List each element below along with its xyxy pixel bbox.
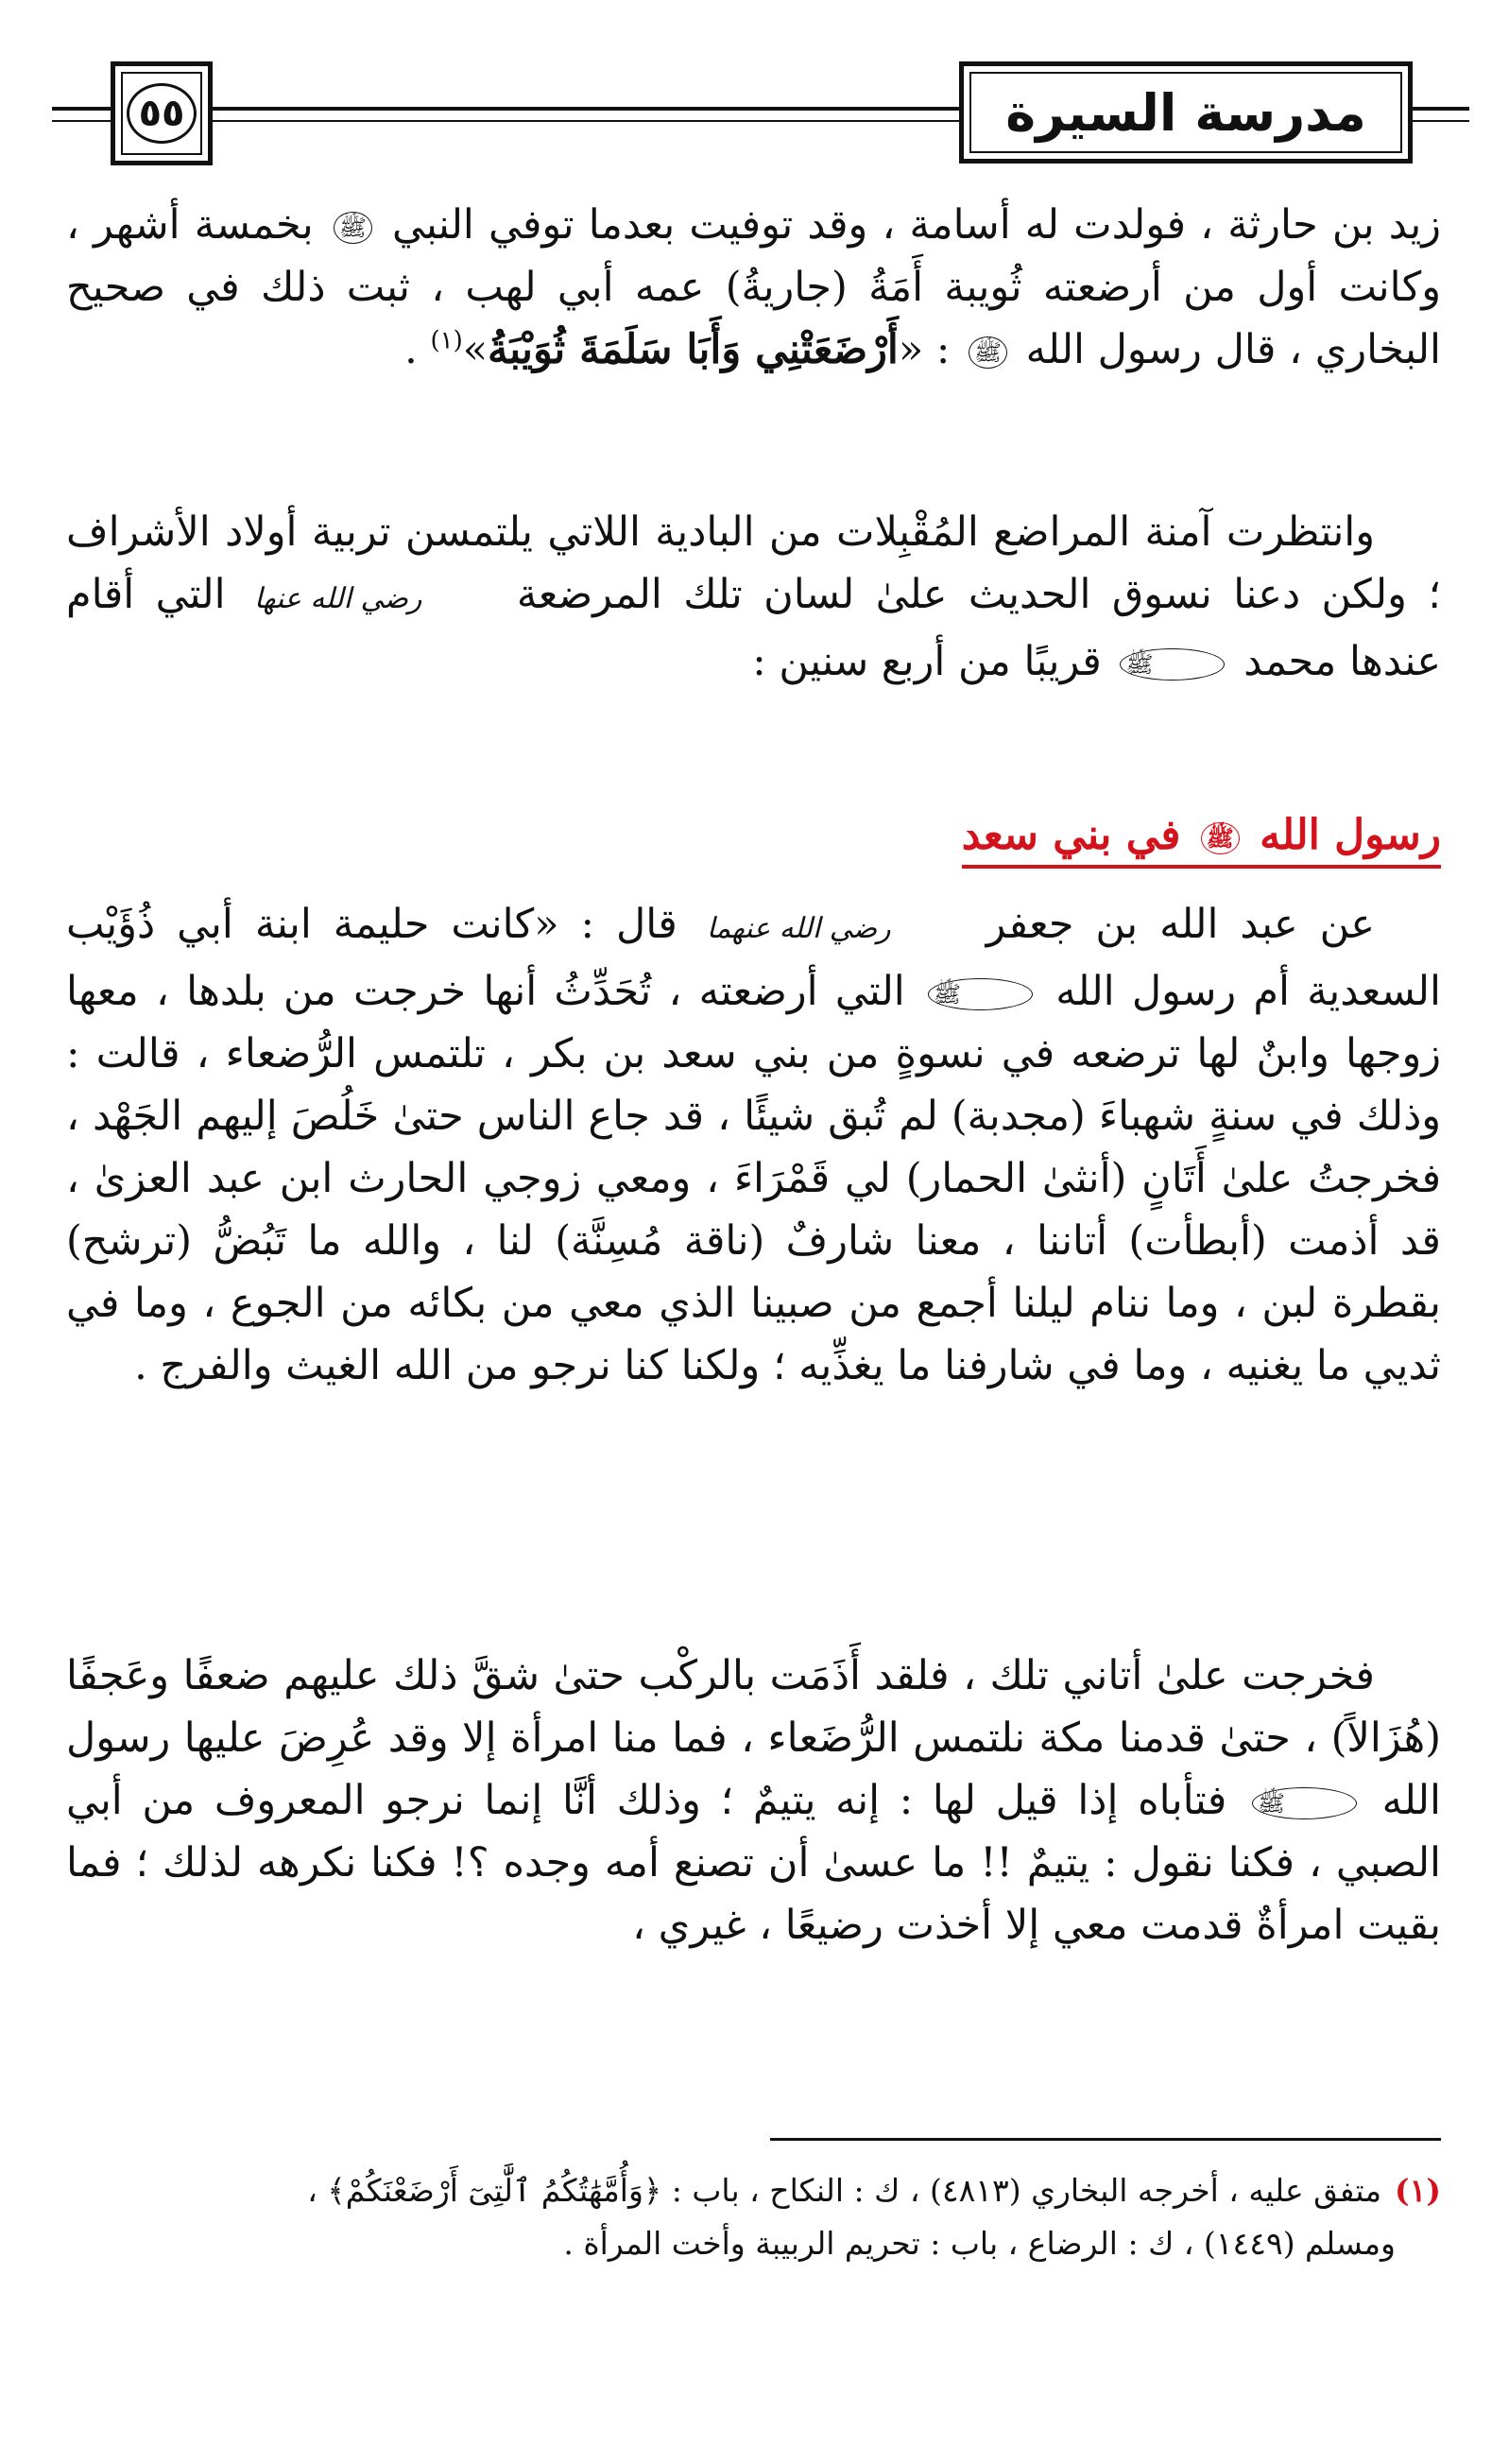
text-run: بخمسة أشهر ، وكانت أول من أرضعته ثُويبة أَمَةُ (جاريةُ) عمه أبي لهب ، ثبت ذلك في صحيح البخاري ، قال رسول الله	[66, 201, 1441, 373]
header-rule	[213, 107, 959, 122]
paragraph	[66, 893, 1441, 1397]
paragraph	[66, 1645, 1441, 1956]
book-title: مدرسة السيرة	[1005, 82, 1366, 143]
text-run: : «	[898, 326, 951, 373]
text-run: فخرجت علىٰ أتاني تلك ، فلقد أَذَمَت بالركْب حتىٰ شقَّ ذلك عليهم ضعفًا وعَجفًا (هُزَالاً) ، حتىٰ قدمنا مكة نلتمس الرُّضَعاء ، فما منا امرأة إلا وقد عُرِضَ عليها رسول الله	[66, 1652, 1441, 1824]
prophet-salutation-icon: ﷺ	[969, 336, 1007, 369]
page-number-frame	[111, 61, 213, 165]
hadith-quote: أَرْضَعَتْنِي وَأَبَا سَلَمَةَ ثُوَيْبَةُ	[488, 326, 899, 373]
book-title-frame	[959, 61, 1413, 164]
footnote	[66, 2164, 1441, 2270]
footnote-divider	[770, 2138, 1441, 2141]
header-rule	[52, 107, 111, 122]
heading-text: في بني سعد	[961, 811, 1181, 859]
radi-allahu-anha-icon: رضي الله عنها	[253, 582, 422, 615]
text-run: وانتظرت آمنة المراضع المُقْبِلات من البادية اللاتي يلتمسن تربية أولاد الأشراف ؛ ولكن دعنا نسوق الحديث علىٰ لسان تلك المرضعة	[66, 508, 1441, 618]
prophet-salutation-icon: ﷺ	[1120, 648, 1225, 681]
text-run: قريبًا من أربع سنين :	[752, 638, 1102, 685]
paragraph	[66, 501, 1441, 693]
footnote-text: ومسلم (١٤٤٩) ، ك : الرضاع ، باب : تحريم الربيبة وأخت المرأة .	[563, 2225, 1396, 2262]
footnote-marker: (١)	[1395, 2172, 1441, 2209]
prophet-salutation-icon: ﷺ	[928, 978, 1033, 1010]
text-run: .	[404, 326, 431, 373]
radi-allahu-anhuma-icon: رضي الله عنهما	[706, 912, 891, 945]
text-run: زيد بن حارثة ، فولدت له أسامة ، وقد توفيت بعدما توفي النبي	[392, 201, 1441, 249]
page-header	[52, 52, 1469, 165]
text-run: فتأباه إذا قيل لها : إنه يتيمٌ ؛ وذلك أنَّا إنما نرجو المعروف من أبي الصبي ، فكنا نقول : يتيمٌ !! ما عسىٰ أن تصنع أمه وجده ؟! فكنا نكرهه لذلك ؛ فما بقيت امرأةٌ قدمت معي إلا أخذت رضيعًا ، غيري ،	[66, 1777, 1441, 1949]
header-rule	[1413, 107, 1469, 122]
prophet-salutation-icon: ﷺ	[1252, 1787, 1357, 1819]
page-number: ٥٥	[138, 92, 185, 135]
section-heading	[962, 808, 1441, 869]
footnote-line	[66, 2217, 1441, 2270]
text-run: قال : «كانت حليمة ابنة أبي ذُؤَيْب السعدية أم رسول الله	[66, 901, 1441, 1015]
prophet-salutation-icon: ﷺ	[334, 212, 372, 244]
heading-text: رسول الله	[1260, 811, 1441, 859]
footnote-text: متفق عليه ، أخرجه البخاري (٤٨١٣) ، ك : النكاح ، باب : ﴿وَأُمَّهَٰتُكُمُ ٱلَّٰتِىٓ أَرْضَعْنَكُمْ﴾ ،	[307, 2172, 1382, 2209]
text-run: عن عبد الله بن جعفر	[986, 901, 1376, 948]
text-run: التي أرضعته ، تُحَدِّثُ أنها خرجت من بلدها ، معها زوجها وابنٌ لها ترضعه في نسوةٍ من بني سعد بن بكر ، تلتمس الرُّضعاء ، قالت : وذلك في سنةٍ شهباءَ (مجدبة) لم تُبق شيئًا ، قد جاع الناس حتىٰ خَلُصَ إليهم الجَهْد ، فخرجتُ علىٰ أَتَانٍ (أنثىٰ الحمار) لي قَمْرَاءَ ، ومعي زوجي الحارث ابن عبد العزىٰ ، قد أذمت (أبطأت) أتاننا ، معنا شارفٌ (ناقة مُسِنَّة) لنا ، والله ما تَبُضُّ (ترشح) بقطرة لبن ، وما ننام ليلنا أجمع من صبينا الذي معي من بكائه من الجوع ، وما في ثديي ما يغنيه ، وما في شارفنا ما يغذِّيه ؛ ولكنا كنا نرجو من الله الغيث والفرج .	[66, 968, 1441, 1389]
paragraph	[66, 194, 1441, 381]
footnote-line	[66, 2164, 1441, 2217]
text-run: »	[462, 326, 489, 373]
footnote-reference[interactable]: (١)	[430, 326, 463, 355]
prophet-salutation-icon: ﷺ	[1201, 822, 1240, 854]
text-run: التي أقام عندها محمد	[66, 571, 1441, 685]
